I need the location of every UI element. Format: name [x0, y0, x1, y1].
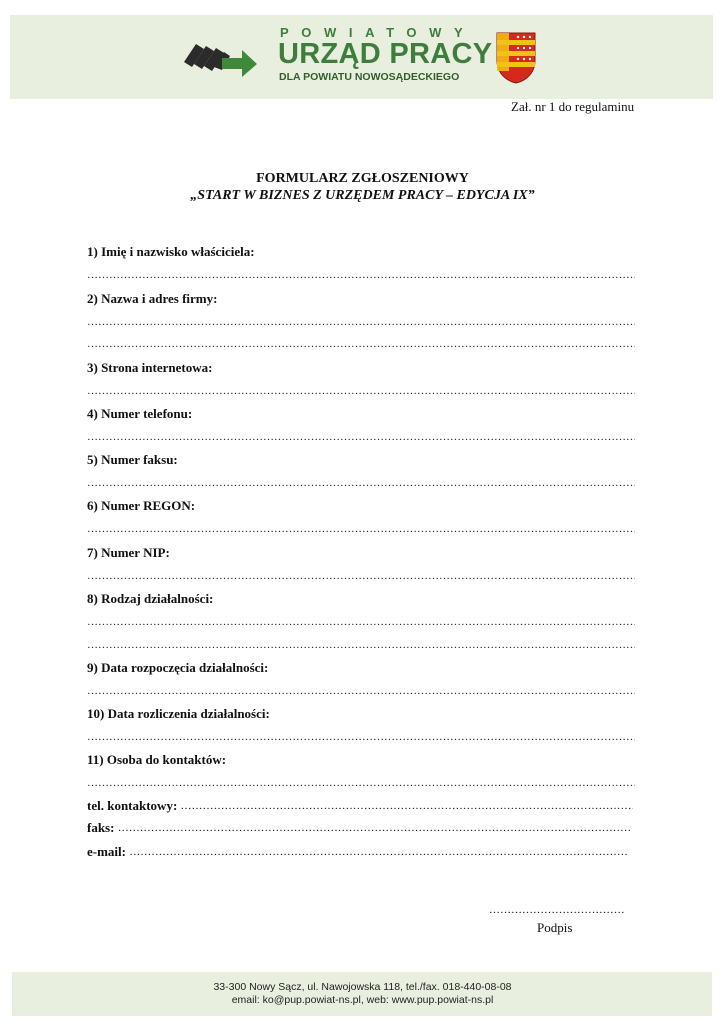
logo-line-3: DLA POWIATU NOWOSĄDECKIEGO [279, 71, 460, 83]
field-label-nip: 7) Numer NIP: [87, 545, 170, 560]
field-label-start-date: 9) Data rozpoczęcia działalności: [87, 660, 269, 675]
contact-phone-row [87, 798, 633, 814]
company-address-line[interactable] [87, 337, 635, 351]
contact-phone-line[interactable] [181, 799, 633, 814]
contact-email-line[interactable] [129, 845, 629, 860]
field-label-owner-name: 1) Imię i nazwisko właściciela: [87, 244, 255, 259]
office-logo [276, 24, 493, 84]
contact-person-line[interactable] [87, 776, 635, 790]
owner-name-line[interactable] [87, 268, 635, 282]
field-label-business-type: 8) Rodzaj działalności: [87, 591, 214, 606]
contact-fax-label: faks: [87, 820, 115, 835]
signature-line[interactable] [489, 903, 624, 917]
contact-email-row [87, 844, 629, 860]
attachment-note: Zał. nr 1 do regulaminu [511, 99, 635, 114]
signature-label: Podpis [537, 920, 573, 935]
logo-line-1: POWIATOWY [280, 25, 476, 40]
form-subtitle: „START W BIZNES Z URZĘDEM PRACY – EDYCJA IX” [190, 188, 535, 203]
form-title: FORMULARZ ZGŁOSZENIOWY [256, 171, 469, 186]
contact-email-label: e-mail: [87, 844, 126, 859]
logo-line-2: URZĄD PRACY [278, 38, 493, 70]
company-name-line[interactable] [87, 315, 635, 329]
business-type-line-1[interactable] [87, 615, 635, 629]
website-line[interactable] [87, 384, 635, 398]
settlement-date-line[interactable] [87, 730, 635, 744]
field-label-fax-number: 5) Numer faksu: [87, 452, 178, 467]
field-label-website: 3) Strona internetowa: [87, 360, 213, 375]
field-label-regon: 6) Numer REGON: [87, 498, 196, 513]
fax-number-line[interactable] [87, 476, 635, 490]
coat-of-arms-icon [494, 30, 538, 84]
field-label-contact-person: 11) Osoba do kontaktów: [87, 752, 227, 767]
field-label-settlement-date: 10) Data rozliczenia działalności: [87, 706, 270, 721]
nip-line[interactable] [87, 569, 635, 583]
regon-line[interactable] [87, 522, 635, 536]
contact-phone-label: tel. kontaktowy: [87, 798, 178, 813]
contact-fax-row [87, 820, 632, 836]
field-label-phone-number: 4) Numer telefonu: [87, 406, 193, 421]
footer-address: 33-300 Nowy Sącz, ul. Nawojowska 118, tel./fax. 018-440-08-08 [213, 981, 512, 993]
start-date-line[interactable] [87, 684, 635, 698]
phone-number-line[interactable] [87, 430, 635, 444]
business-type-line-2[interactable] [87, 638, 635, 652]
footer-contact: email: ko@pup.powiat-ns.pl, web: www.pup.powiat-ns.pl [231, 994, 494, 1006]
field-label-company-name-address: 2) Nazwa i adres firmy: [87, 291, 218, 306]
cards-arrow-icon [182, 36, 258, 78]
contact-fax-line[interactable] [118, 821, 632, 836]
